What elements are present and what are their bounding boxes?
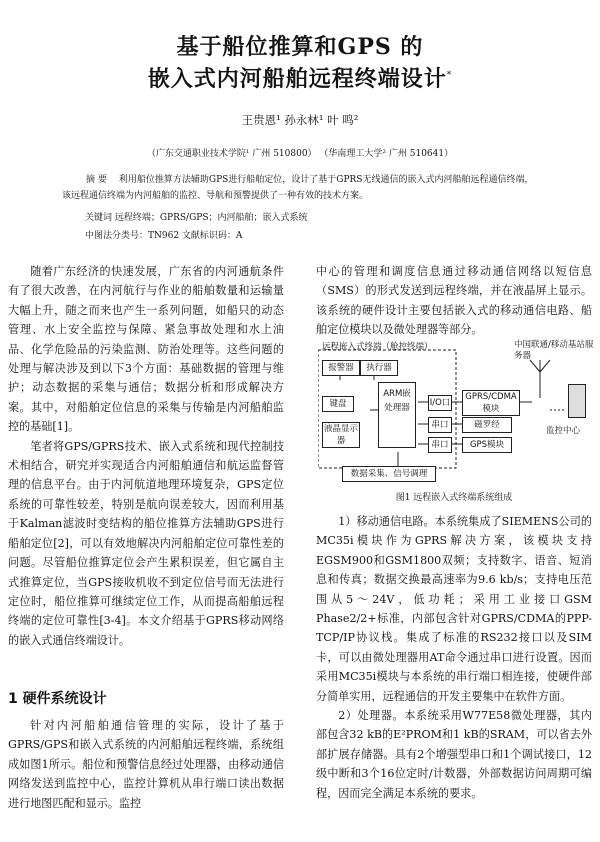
left-column <box>8 262 284 650</box>
title-line-2: 嵌入式内河船舶远程终端设计* <box>147 66 453 92</box>
gprs-box: GPRS/CDMA模块 <box>462 390 520 416</box>
comm-circuit-paragraph: 1）移动通信电路。本系统集成了SIEMENS公司的MC35i模块作为GPRS解决方案，该模块支持EGSM900和GSM1800双频；支持数字、语音、短消息和传真；数据交换最高速率为9.6 kb/s；支持电压范围从5～24V，低功耗；采用工业接口GSM Phase2/2+标准，内部包含针对GPRS/CDMA的PPP-TCP/IP协议栈。集成了标准的RS232接口以及SIM卡，可以由微处理器用AT命令通过串口进行设置。因而采用MC35i模块与本系统的串行端口相连接，使硬件部分简单实用，远程通信的开发主要集中在软件方面。 <box>316 515 592 703</box>
monitoring-center-label: 监控中心 <box>546 426 581 436</box>
processor-paragraph: 2）处理器。本系统采用W77E58微处理器，其内部包含32 kB的E²PROM和1 kB的SRAM，可以省去外部扩展存储器。具有2个增强型串口和1个调试接口，12级中断和3个16位定时/计数器，外部数据访问周期可编程，因而完全满足本系统的要求。 <box>316 709 592 800</box>
classification: 中图法分类号：TN962 文献标识码：A <box>85 231 243 241</box>
keywords: 关键词 远程终端；GPRS/GPS；内河船舶；嵌入式系统 <box>85 213 308 223</box>
abstract-label: 摘 要 <box>86 175 107 185</box>
figure-caption: 图1 远程嵌入式终端系统组成 <box>395 493 513 503</box>
gps-box: GPS模块 <box>462 437 512 453</box>
data-acquisition-box: 数据采集、信号调理 <box>342 466 436 482</box>
serial-port-box-2: 串口 <box>428 437 452 453</box>
abstract <box>62 172 542 204</box>
base-station-label: 中国联通/移动基站服务器 <box>514 340 594 361</box>
compass-box: 磁罗经 <box>462 417 512 433</box>
actuator-box: 执行器 <box>360 360 398 376</box>
serial-port-box-1: 串口 <box>428 417 452 433</box>
authors: 王贵恩¹ 孙永林¹ 叶 鸣² <box>241 113 359 127</box>
title-line-1: 基于船位推算和GPS 的 <box>176 34 424 60</box>
lcd-box: 液晶显示器 <box>323 424 358 446</box>
keyboard-box: 键盘 <box>322 396 354 412</box>
affiliations: （广东交通职业技术学院¹ 广州 510800） （华南理工大学² 广州 510641） <box>146 149 454 159</box>
terminal-label: 远程嵌入式终端（舱控终端） <box>322 342 433 352</box>
server-icon <box>568 384 586 418</box>
right-column-top <box>316 262 592 340</box>
intro-paragraph-1: 随着广东经济的快速发展，广东省的内河通航条件有了很大改善，在内河航行与作业的船舶数量和运输量大幅上升，随之而来也产生一系列问题，如船只的动态管理、水上安全监控与保障、紧急事故处理和水上油品、化学危险品的污染监测、防治处理等。这些问题的处理与解决涉及到以下3个方面：基础数据的管理与维护；动态数据的采集与通信；数据分析和形成解决方案。其中，对船舶定位信息的采集与传输是内河船舶监控的基础[1]。 <box>8 265 284 434</box>
title-footnote-mark: * <box>446 70 453 81</box>
right-column-bottom <box>316 512 592 803</box>
alarm-box: 报警器 <box>322 360 360 376</box>
arm-box: ARM嵌处理器 <box>378 382 416 448</box>
system-diagram <box>318 340 594 488</box>
intro-paragraph-2: 笔者将GPS/GPRS技术、嵌入式系统和现代控制技术相结合，研究并实现适合内河船舶通信和航运监督管理的信息平台。由于内河航道地理环境复杂，GPS定位系统的可靠性较差，特别是航向误差较大，因而利用基于Kalman滤波时变结构的船位推算方法辅助GPS进行船舶定位[2]，可以有效地解决内河船舶定位可靠性差的问题。尽管船位推算定位会产生累积误差，但它属自主式推算定位，当GPS接收机收不到定位信号而无法进行定位时，船位推算可继续定位工作，从而提高船舶远程终端的定位可靠性[3-4]。本文介绍基于GPRS移动网络的嵌入式通信终端设计。 <box>8 439 284 647</box>
section-body <box>8 716 284 813</box>
continued-paragraph: 中心的管理和调度信息通过移动通信网络以短信息（SMS）的形式发送到远程终端，并在液晶屏上显示。该系统的硬件设计主要包括嵌入式的移动通信电路、船舶定位模块以及微处理器等部分。 <box>316 265 592 337</box>
section-paragraph: 针对内河船舶通信管理的实际，设计了基于GPRS/GPS和嵌入式系统的内河船舶远程终端，系统组成如图1所示。船位和预警信息经过处理器，由移动通信网络发送到监控中心，监控计算机从串行端口读出数据进行地图匹配和显示。监控 <box>8 719 284 810</box>
section-heading: 1 硬件系统设计 <box>8 691 107 707</box>
io-port-box: I/O口 <box>428 395 452 411</box>
abstract-text: 利用船位推算方法辅助GPS进行船舶定位，设计了基于GPRS无线通信的嵌入式内河船舶远程通信终端，该远程通信终端为内河船舶的监控、导航和预警提供了一种有效的技术方案。 <box>62 175 534 201</box>
